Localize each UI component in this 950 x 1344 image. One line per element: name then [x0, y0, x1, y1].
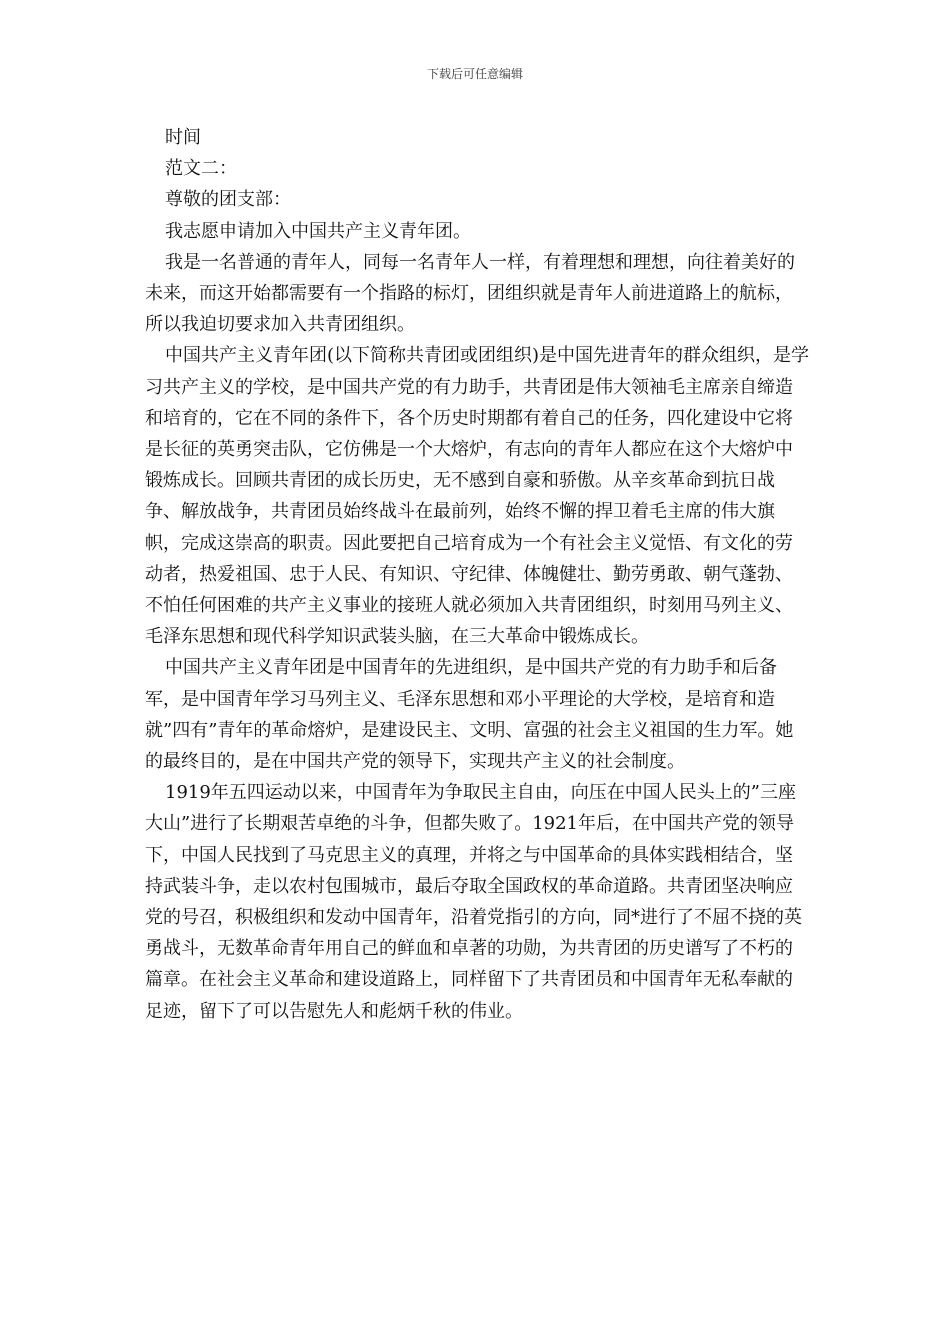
paragraph-body-2: 中国共产主义青年团(以下简称共青团或团组织)是中国先进青年的群众组织，是学习共产主义的学校，是中国共产党的有力助手，共青团是伟大领袖毛主席亲自缔造和培育的，它在不同的条件下，各个历史时期都有着自己的任务，四化建设中它将是长征的英勇突击队，它仿佛是一个大熔炉，有志向的青年人都应在这个大熔炉中锻炼成长。回顾共青团的成长历史，无不感到自豪和骄傲。从辛亥革命到抗日战争、解放战争，共青团员始终战斗在最前列，始终不懈的捍卫着毛主席的伟大旗帜，完成这崇高的职责。因此要把自己培育成为一个有社会主义觉悟、有文化的劳动者，热爱祖国、忠于人民、有知识、守纪律、体魄健壮、勤劳勇敢、朝气蓬勃、不怕任何困难的共产主义事业的接班人就必须加入共青团组织，时刻用马列主义、毛泽东思想和现代科学知识武装头脑，在三大革命中锻炼成长。	[145, 345, 810, 648]
paragraph-body-4: 1919年五四运动以来，中国青年为争取民主自由，向压在中国人民头上的”三座大山”进行了长期艰苦卓绝的斗争，但都失败了。1921年后，在中国共产党的领导下，中国人民找到了马克思主义的真理，并将之与中国革命的具体实践相结合，坚持武装斗争，走以农村包围城市，最后夺取全国政权的革命道路。共青团坚决响应党的号召，积极组织和发动中国青年，沿着党指引的方向，同*进行了不屈不挠的英勇战斗，无数革命青年用自己的鲜血和卓著的功勋，为共青团的历史谱写了不朽的篇章。在社会主义革命和建设道路上，同样留下了共青团员和中国青年无私奉献的足迹，留下了可以告慰先人和彪炳千秋的伟业。	[145, 782, 802, 1022]
paragraph-time: 时间	[165, 127, 201, 148]
paragraph-salutation: 尊敬的团支部：	[165, 189, 291, 211]
document-body	[145, 122, 810, 1027]
page-header-note: 下载后可任意编辑	[426, 67, 523, 81]
paragraph-body-1: 我是一名普通的青年人，同每一名青年人一样，有着理想和理想，向往着美好的未来，而这开始都需要有一个指路的标灯，团组织就是青年人前进道路上的航标，所以我迫切要求加入共青团组织。	[145, 251, 795, 336]
paragraph-body-3: 中国共产主义青年团是中国青年的先进组织，是中国共产党的有力助手和后备军，是中国青年学习马列主义、毛泽东思想和邓小平理论的大学校，是培育和造就”四有”青年的革命熔炉，是建设民主、文明、富强的社会主义祖国的生力军。她的最终目的，是在中国共产党的领导下，实现共产主义的社会制度。	[145, 657, 794, 773]
paragraph-application-statement: 我志愿申请加入中国共产主义青年团。	[165, 220, 471, 242]
paragraph-sample-two-label: 范文二：	[165, 158, 237, 180]
